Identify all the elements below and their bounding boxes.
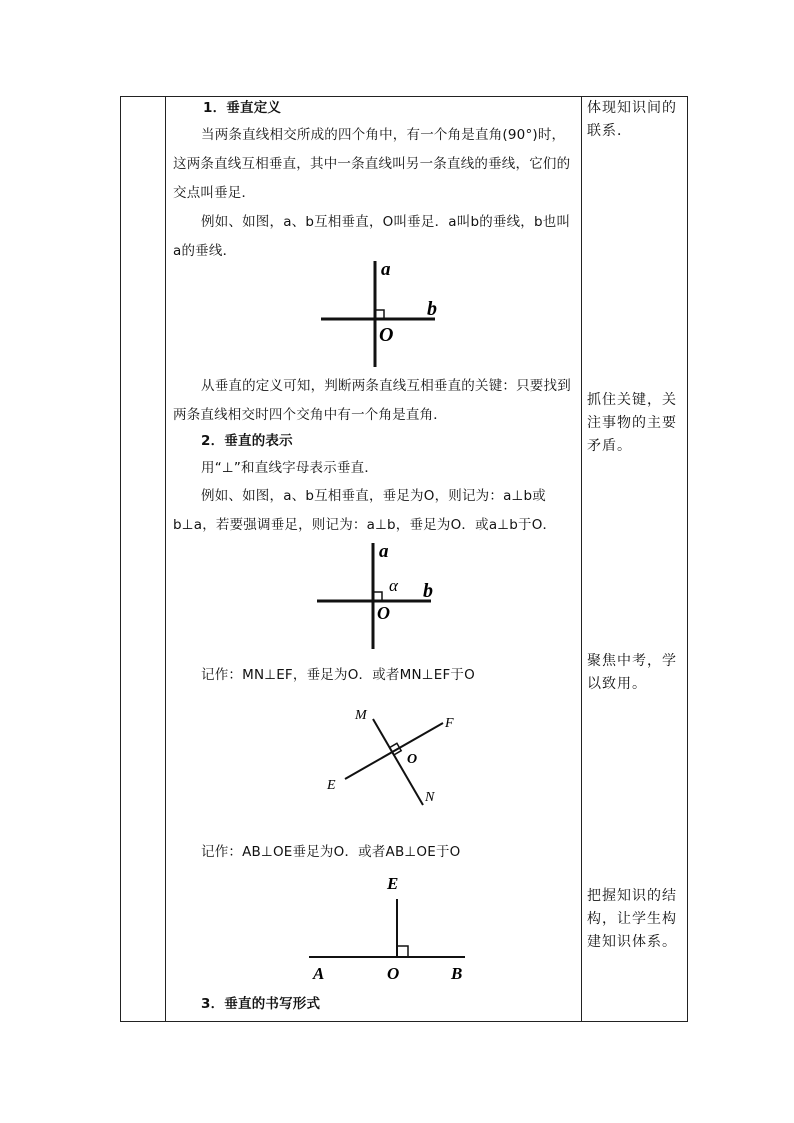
section2-notation-mn-ef: 记作：MN⊥EF，垂足为O．或者MN⊥EF于O (201, 667, 475, 683)
label-m: M (355, 708, 367, 723)
column-divider-1 (165, 97, 166, 1021)
label-o: O (387, 964, 400, 983)
note-knowledge-structure: 把握知识的结构，让学生构建知识体系。 (587, 888, 677, 950)
perpendicular-figure-3 (317, 701, 457, 811)
label-b: B (451, 964, 463, 983)
label-a: A (313, 964, 325, 983)
note-knowledge-connection: 体现知识间的联系． (587, 100, 677, 139)
note-exam-focus: 聚焦中考，学以致用。 (587, 653, 677, 692)
section1-key-point: 从垂直的定义可知，判断两条直线互相垂直的关键：只要找到两条直线相交时四个交角中有一个角是直角． (173, 378, 571, 423)
section2-intro: 用“⊥”和直线字母表示垂直． (201, 460, 379, 476)
label-b: b (423, 580, 433, 602)
perpendicular-figure-4 (307, 871, 477, 991)
section1-heading: 1．垂直定义 (203, 100, 282, 116)
right-angle-mark (397, 946, 408, 957)
label-a: a (379, 541, 389, 562)
section1-definition: 当两条直线相交所成的四个角中，有一个角是直角(90°)时，这两条直线互相垂直，其中一条直线叫另一条直线的垂线，它们的交点叫垂足． (173, 127, 571, 201)
label-f: F (445, 716, 454, 731)
perpendicular-figure-1 (307, 259, 447, 371)
label-a: a (381, 259, 391, 280)
label-o: O (377, 603, 390, 623)
section2-heading: 2．垂直的表示 (201, 433, 293, 449)
label-b: b (427, 298, 437, 320)
section2-notation-ab-oe: 记作：AB⊥OE垂足为O．或者AB⊥OE于O (201, 844, 461, 860)
perpendicular-figure-2 (307, 541, 447, 653)
lesson-table (120, 96, 688, 1022)
label-alpha: α (389, 576, 398, 595)
label-o: O (407, 752, 418, 767)
note-key-point: 抓住关键，关注事物的主要矛盾。 (587, 392, 677, 454)
label-e: E (387, 874, 399, 893)
section3-heading: 3．垂直的书写形式 (201, 996, 321, 1012)
section1-example: 例如、如图，a、b互相垂直，O叫垂足．a叫b的垂线，b也叫a的垂线． (173, 214, 571, 259)
label-o: O (379, 324, 394, 346)
label-e: E (327, 778, 336, 793)
column-divider-2 (581, 97, 582, 1021)
label-n: N (425, 790, 435, 805)
section2-example: 例如、如图，a、b互相垂直，垂足为O，则记为：a⊥b或b⊥a，若要强调垂足，则记为：a⊥b，垂足为O．或a⊥b于O． (173, 488, 557, 533)
line-ef (345, 723, 443, 779)
